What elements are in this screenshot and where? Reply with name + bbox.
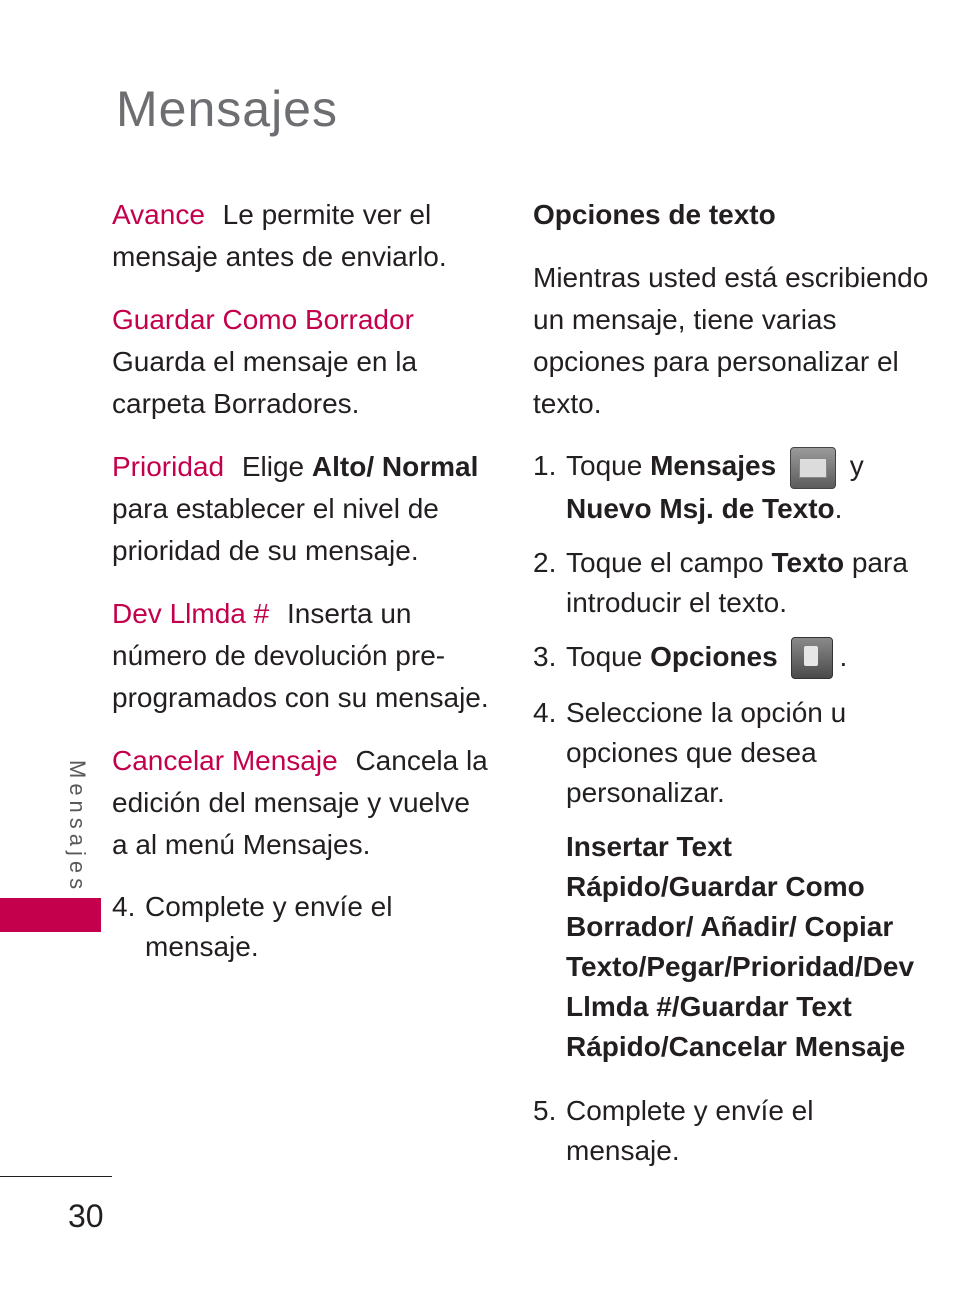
definition-text: Guarda el mensaje en la carpeta Borradores.: [112, 346, 418, 419]
definition-text: Elige: [241, 451, 305, 482]
step-text: Toque el campo: [566, 546, 764, 578]
step-number: 2.: [533, 546, 557, 578]
definition-avance: [112, 194, 490, 278]
step-5: [533, 1091, 933, 1171]
step-2: [533, 543, 933, 623]
step-3: [533, 637, 933, 680]
step-emphasis: Texto: [771, 546, 845, 578]
side-tab-label: Mensajes: [65, 760, 90, 895]
step-emphasis: Nuevo Msj. de Texto: [566, 492, 835, 524]
term-label: Guardar Como Borrador: [112, 304, 414, 335]
step-text: para introducir el texto.: [566, 546, 908, 618]
section-heading: Opciones de texto: [533, 199, 776, 230]
step-1: [533, 446, 933, 529]
term-label: Avance: [112, 199, 205, 230]
step-4-right: [533, 693, 933, 813]
left-column: [112, 194, 490, 981]
definition-dev-llmda: [112, 593, 490, 719]
side-tab-marker: [0, 898, 101, 932]
step-number: 3.: [533, 640, 557, 672]
step-text: Seleccione la opción u opciones que desea personalizar.: [566, 697, 847, 809]
step-text: Toque: [566, 640, 643, 672]
footer-divider: [0, 1176, 112, 1177]
definition-text: Inserta un número de devolución pre-programados con su mensaje.: [112, 598, 489, 713]
definition-emphasis: Alto/ Normal: [311, 451, 479, 482]
definition-guardar-como-borrador: [112, 299, 490, 425]
definition-prioridad: [112, 446, 490, 572]
step-text: Complete y envíe el mensaje.: [566, 1095, 814, 1167]
step-text: Toque: [566, 450, 643, 481]
term-label: Prioridad: [112, 451, 225, 482]
step-number: 4.: [533, 697, 557, 729]
definition-cancelar-mensaje: [112, 740, 490, 866]
step-text: .: [839, 640, 848, 672]
envelope-icon: [790, 447, 836, 489]
intro-paragraph: Mientras usted está escribiendo un mensaje, tiene varias opciones para personalizar el texto.: [533, 262, 929, 419]
definition-text: Cancela la edición del mensaje y vuelve a al menú Mensajes.: [112, 745, 488, 860]
step-emphasis: Opciones: [650, 640, 778, 672]
step-text: Complete y envíe el mensaje.: [145, 891, 393, 962]
definition-text: para establecer el nivel de prioridad de su mensaje.: [112, 493, 439, 566]
step-number: 1.: [533, 450, 557, 481]
step-number: 4.: [112, 891, 136, 922]
definition-text: Le permite ver el mensaje antes de enviarlo.: [112, 199, 447, 272]
options-menu-icon: [791, 637, 833, 679]
step-4-left: [112, 887, 490, 967]
page-number: 30: [68, 1198, 104, 1234]
step-text: y: [849, 450, 864, 481]
step-number: 5.: [533, 1095, 557, 1127]
term-label: Dev Llmda #: [112, 598, 270, 629]
term-label: Cancelar Mensaje: [112, 745, 338, 776]
step-emphasis: Mensajes: [650, 450, 777, 481]
step-text: .: [834, 492, 843, 524]
options-list: Insertar Text Rápido/Guardar Como Borrador/ Añadir/ Copiar Texto/Pegar/Prioridad/Dev Llmda #/Guardar Text Rápido/Cancelar Mensaje: [566, 831, 915, 1063]
page-title: Mensajes: [116, 81, 338, 137]
right-column: [533, 194, 933, 1185]
